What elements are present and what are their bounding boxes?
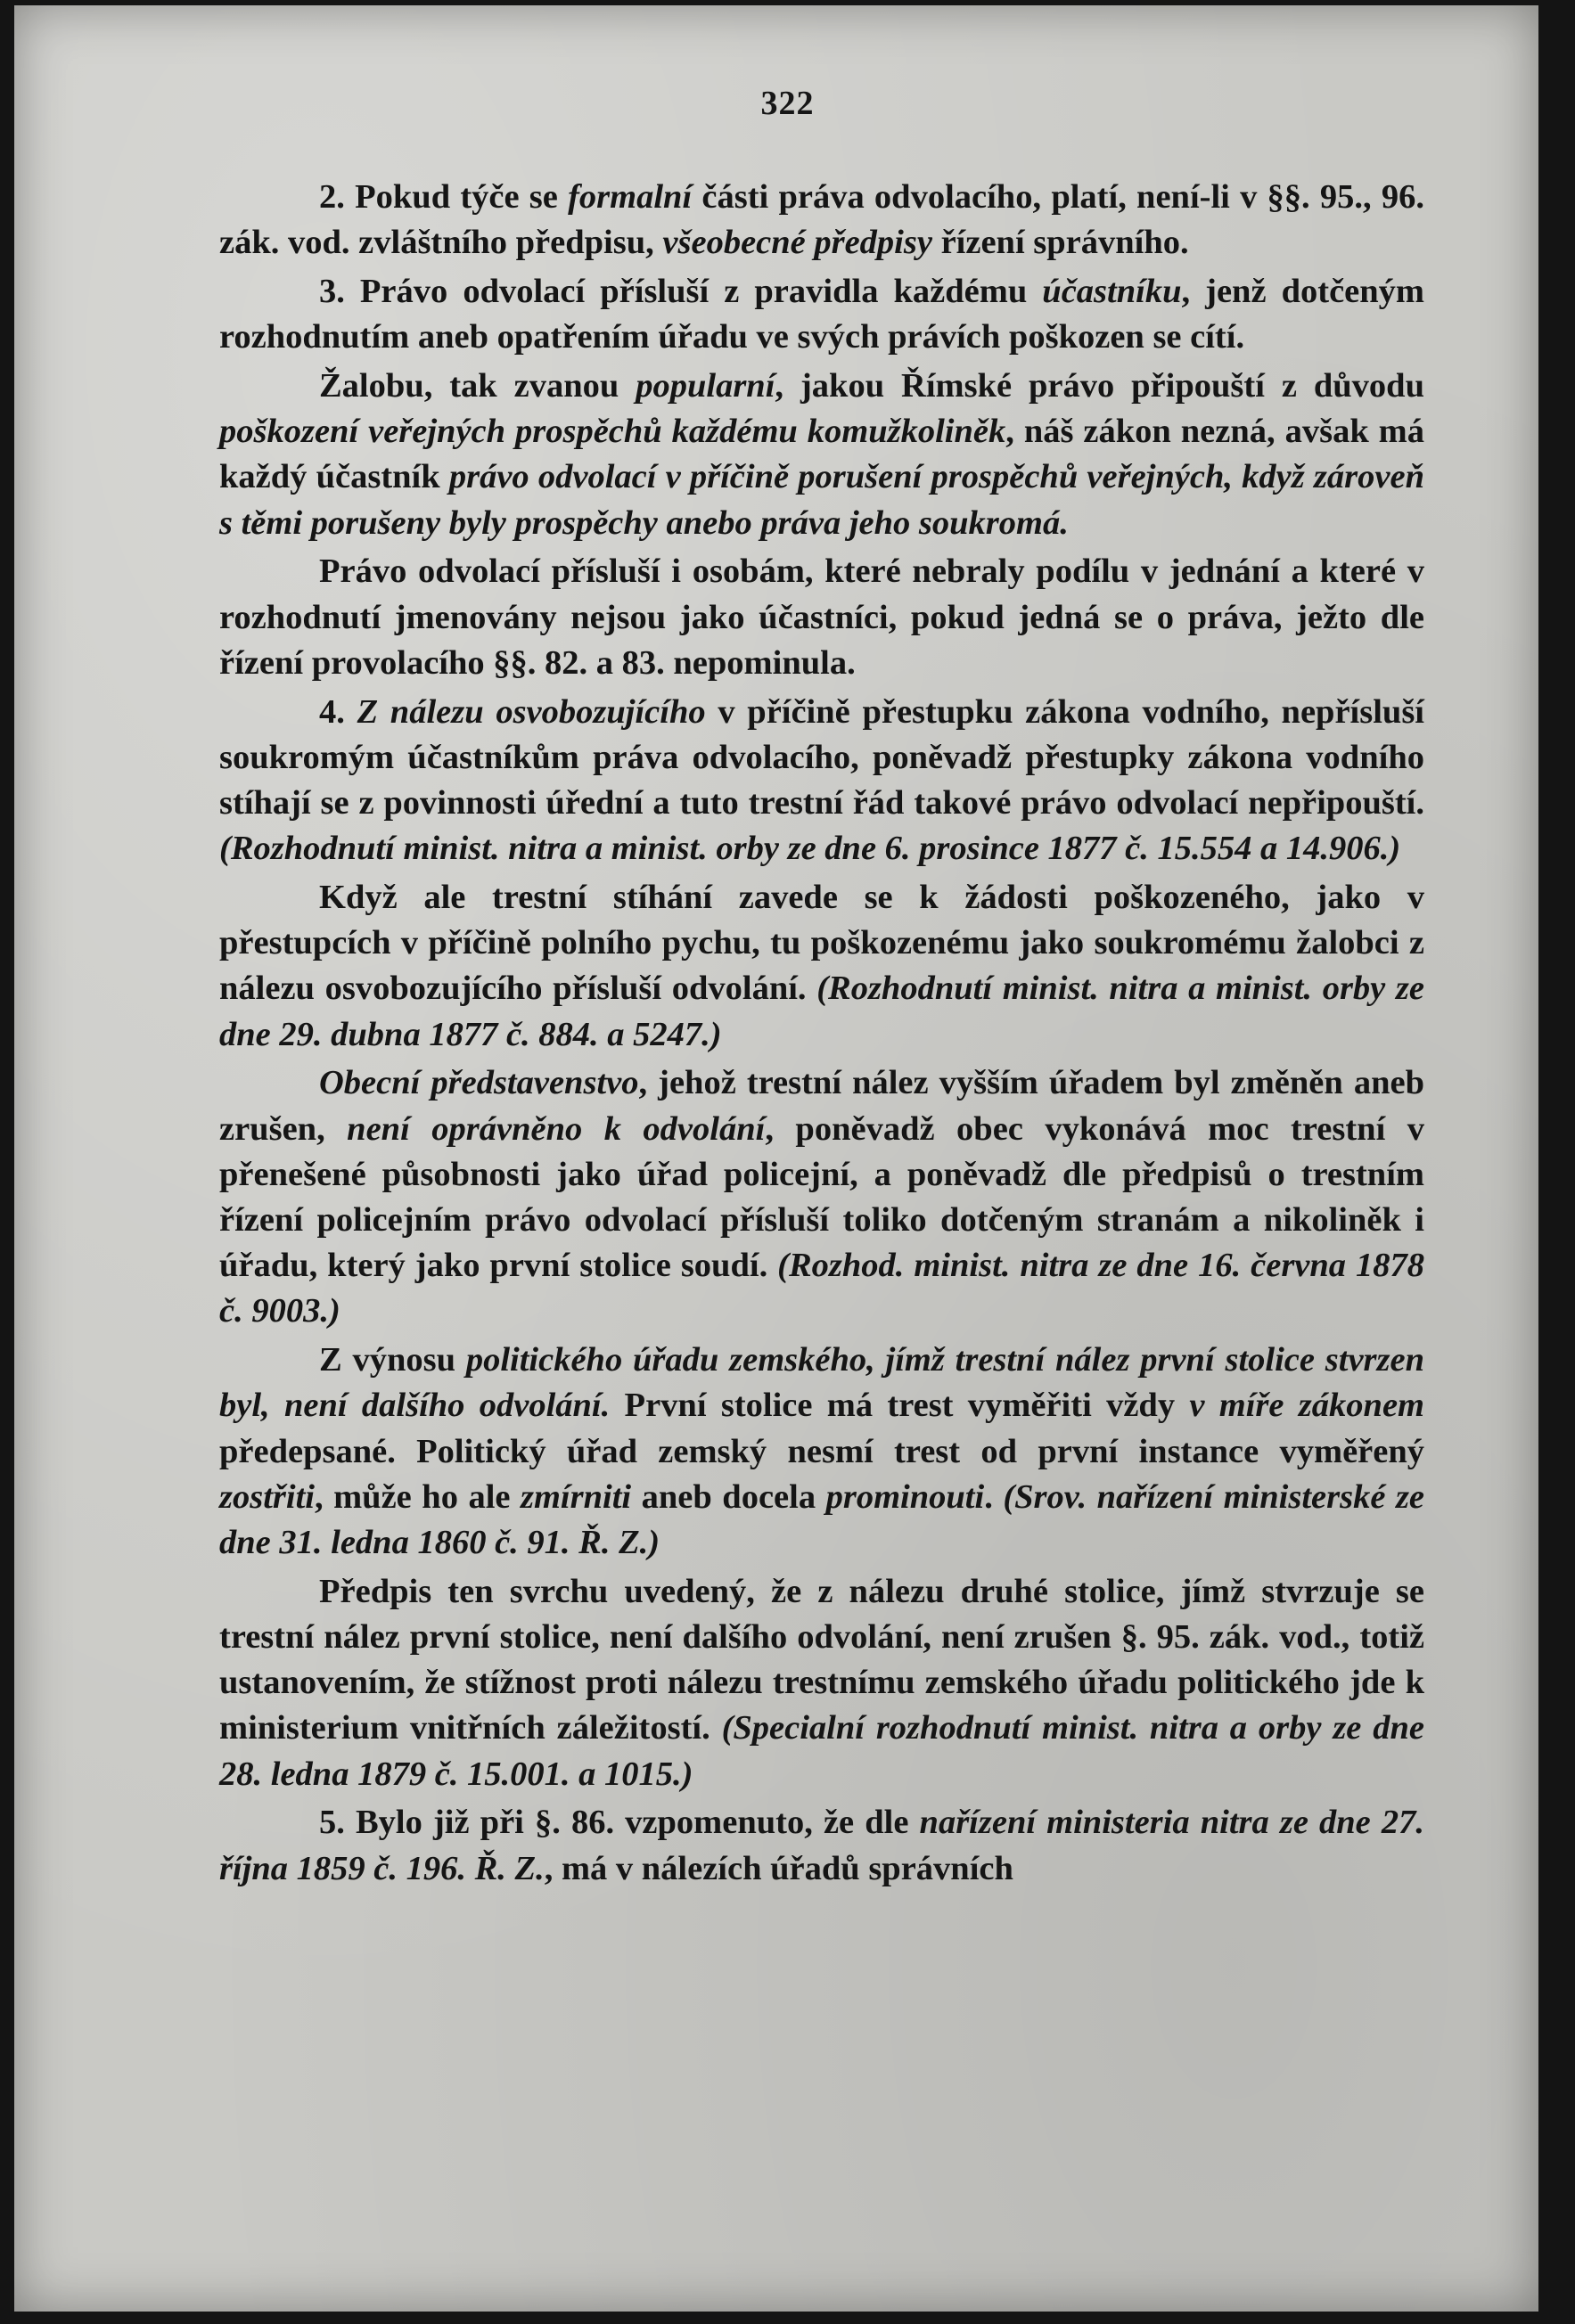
segment: řízení správního. [931, 224, 1189, 262]
segment: zostřiti [219, 1477, 315, 1516]
segment: Z nálezu osvobozujícího [357, 692, 706, 731]
segment: (Srov. nařízení ministerské ze dne 31. ledna 1860 č. 91. Ř. Z.) [219, 1477, 1425, 1562]
segment: všeobecné předpisy [662, 224, 932, 262]
segment: Z výnosu [319, 1341, 466, 1379]
segment: poškození veřejných prospěchů každému komužkoliněk [219, 413, 1006, 451]
segment: (Rozhodnutí minist. nitra a minist. orby ze dne 29. dubna 1877 č. 884. a 5247.) [219, 970, 1424, 1053]
segment: předepsané. Politický úřad zemský nesmí trest od první instance vyměřený [219, 1432, 1424, 1470]
segment: prominouti [825, 1477, 985, 1516]
page-number: 322 [760, 85, 815, 122]
segment: Když ale trestní stíhání zavede se k žádosti poškozeného, jako v přestupcích v příčině polního pychu, tu poškozenému jako soukromému žalobci z nálezu osvobozujícího přísluší odvolání. [219, 879, 1424, 1008]
segment: , jakou Římské právo připouští z důvodu [775, 367, 1424, 405]
segment: Předpis ten svrchu uvedený, že z nálezu druhé stolice, jímž stvrzuje se trestní nález první stolice, není dalšího odvolání, není zrušen §. 95. zák. vod., totiž ustanovením, že stížnost proti nálezu trestnímu zemského úřadu politického jde k ministerium vnitřních záležitostí. [219, 1572, 1424, 1747]
segment: 5. Bylo již při §. 86. vzpomenuto, že dle [319, 1804, 920, 1842]
segment: (Rozhodnutí minist. nitra a minist. orby ze dne 6. prosince 1877 č. 15.554 a 14.906.) [219, 830, 1401, 868]
segment: nařízení ministeria nitra ze dne 27. října 1859 č. 196. Ř. Z. [219, 1804, 1424, 1887]
segment: , poněvadž obec vykonává moc trestní v přenešené působnosti jako úřad policejní, a poněvadž dle předpisů o trestním řízení policejním právo odvolací přísluší toliko dotčeným stranám a nikoliněk i úřadu, který jako první stolice soudí. [219, 1109, 1424, 1285]
segment: . [984, 1477, 1004, 1516]
segment: (Rozhod. minist. nitra ze dne 16. června 1878 č. 9003.) [219, 1247, 1424, 1330]
segment: , jenž dotčeným rozhodnutím aneb opatřením úřadu ve svých právích poškozen se cítí. [219, 273, 1424, 356]
segment: Obecní představenstvo [319, 1064, 639, 1102]
paragraph-3-appeal-right [219, 269, 1424, 360]
segment: 3. Právo odvolací přísluší z pravidla každému [319, 273, 1043, 310]
segment: Právo odvolací přísluší i osobám, které nebraly podílu v jednání a které v rozhodnutí jmenovány nejsou jako účastníci, pokud jedná se o práva, ježto dle řízení provolacího §§. 82. a 83. nepominula. [219, 552, 1424, 682]
segment: politického úřadu zemského, jímž trestní nález první stolice stvrzen byl, není dalšího odvolání. [219, 1341, 1424, 1425]
segment: Žalobu, tak zvanou [319, 367, 636, 405]
segment: 2. Pokud týče se [319, 178, 569, 216]
paragraph-non-participants [219, 549, 1424, 686]
paragraph-municipal-board [219, 1060, 1424, 1334]
paragraph-popular-action [219, 364, 1424, 546]
segment: , jehož trestní nález vyšším úřadem byl změněn aneb zrušen, [219, 1064, 1424, 1148]
segment: První stolice má trest vyměřiti vždy [610, 1387, 1190, 1425]
segment: v příčině přestupku zákona vodního, nepřísluší soukromým účastníkům práva odvolacího, poněvadž přestupky zákona vodního stíhají se z povinnosti úřední a tuto trestní řád takové právo odvolací nepřipouští. [219, 692, 1425, 822]
segment: aneb docela [631, 1477, 826, 1516]
segment: (Specialní rozhodnutí minist. nitra a orby ze dne 28. ledna 1879 č. 15.001. a 1015.) [219, 1709, 1424, 1793]
body-text [219, 175, 1424, 1892]
segment: 4. [319, 692, 357, 731]
segment: formalní [568, 178, 693, 216]
paragraph-5-reference [219, 1800, 1424, 1891]
paragraph-private-prosecution [219, 875, 1424, 1058]
segment: není oprávněno k odvolání [347, 1109, 766, 1148]
segment: právo odvolací v příčině porušení prospěchů veřejných, když zároveň s těmi porušeny byly prospěchy anebo práva jeho soukromá. [219, 458, 1424, 542]
segment: , má v nálezích úřadů správních [544, 1849, 1013, 1887]
segment: , může ho ale [314, 1477, 521, 1516]
segment: v míře zákonem [1189, 1387, 1424, 1425]
segment: části práva odvolacího, platí, není-li v §§. 95., 96. zák. vod. zvláštního předpisu, [219, 178, 1424, 262]
segment: účastníku [1042, 273, 1182, 310]
paragraph-regulation-not-repealed [219, 1569, 1424, 1797]
paragraph-4-acquittal [219, 690, 1424, 872]
segment: popularní [636, 367, 775, 405]
paragraph-2-formal-part [219, 175, 1424, 266]
segment: zmírniti [521, 1477, 632, 1516]
segment: , náš zákon nezná, avšak má každý účastník [219, 413, 1425, 496]
paragraph-provincial-office [219, 1338, 1424, 1566]
